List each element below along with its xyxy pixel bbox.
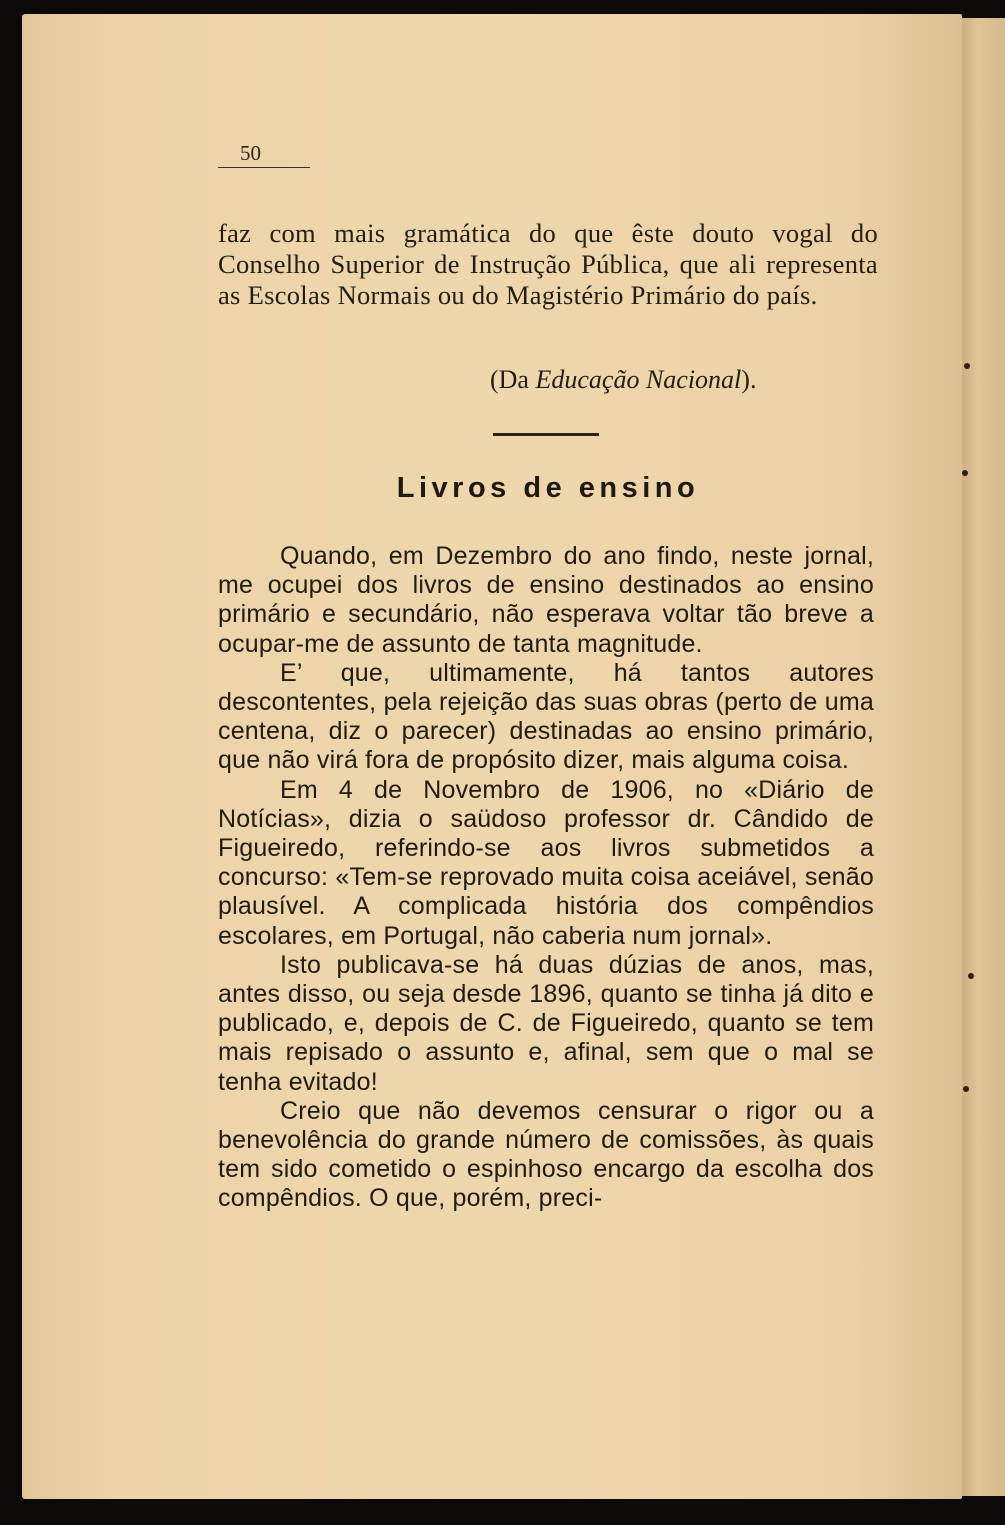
page-number: 50 [218,142,310,168]
page-mark [963,1086,969,1092]
page-mark [964,363,970,369]
section-divider [493,433,599,436]
paragraph: E’ que, ultimamente, há tantos autores descontentes, pela rejeição das suas obras (perto de uma centena, diz o parecer) destinadas ao ensino primário, que não virá fora de propósito dizer, mais alguma coisa. [218,658,874,775]
paragraph: Isto publicava-se há duas dúzias de anos, mas, antes disso, ou seja desde 1896, quanto se tinha já dito e publicado, e, depois de C. de Figueiredo, quanto se tem mais repisado o assunto e, afinal, sem que o mal se tenha evitado! [218,950,874,1096]
paragraph: Quando, em Dezembro do ano findo, neste jornal, me ocupei dos livros de ensino destinados ao ensino primário e secundário, não esperava voltar tão breve a ocupar-me de assunto de tanta magnitude. [218,542,874,658]
source-citation [490,365,756,395]
paragraph: Em 4 de Novembro de 1906, no «Diário de Notícias», dizia o saüdoso professor dr. Cândido de Figueiredo, referindo-se aos livros submetidos a concurso: «Tem-se reprovado muita coisa aceiável, senão plausível. A complicada história dos compêndios escolares, em Portugal, não caberia num jornal». [218,775,874,950]
source-open: (Da [490,365,536,394]
source-publication: Educação Nacional [535,365,742,394]
page-mark [962,470,968,476]
continuation-text [218,218,878,311]
section-title: Livros de ensino [396,472,700,504]
continuation-paragraph: faz com mais gramática do que êste douto vogal do Conselho Superior de Instrução Pública, que ali representa as Escolas Normais ou do Magistério Primário do país. [218,218,878,310]
source-close: ). [741,365,757,394]
adjacent-page-edge [956,18,1005,1496]
page-mark [968,973,974,979]
article-body [218,542,874,1214]
paragraph: Creio que não devemos censurar o rigor ou a benevolência do grande número de comissões, às quais tem sido cometido o espinhoso encargo da escolha dos compêndios. O que, porém, preci- [218,1096,874,1213]
